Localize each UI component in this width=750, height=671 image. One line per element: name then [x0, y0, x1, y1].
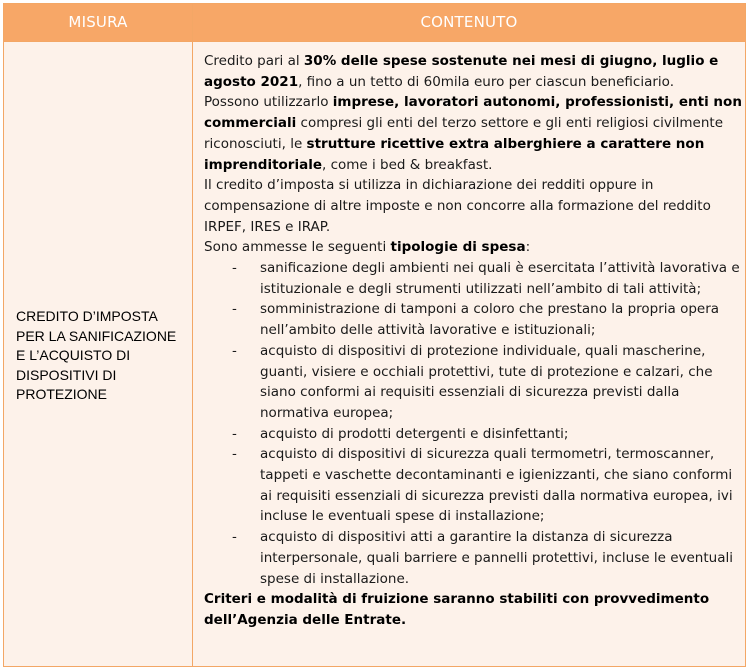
text-span: , fino a un tetto di 60mila euro per ciascun beneficiario.: [298, 73, 674, 90]
list-item: - acquisto di prodotti detergenti e disinfettanti;: [204, 424, 744, 445]
list-item: - acquisto di dispositivi di sicurezza quali termometri, termoscanner, tappeti e vaschette decontaminanti e igienizzanti, che siano conformi ai requisiti essenziali di sicurezza previsti dalla normativa europea, ivi incluse le eventuali spese di installazione;: [204, 444, 744, 527]
expense-list: [204, 258, 744, 589]
list-item: - acquisto di dispositivi di protezione individuale, quali mascherine, guanti, visiere e occhiali protettivi, tute di protezione e calzari, che siano conformi ai requisiti essenziali di sicurezza previsti dalla normativa europea;: [204, 341, 744, 424]
bold-span: imprese, lavoratori autonomi, professionisti, enti non commerciali: [204, 94, 742, 132]
bold-span: tipologie di spesa: [390, 239, 526, 256]
text-span: Credito pari al: [204, 53, 304, 69]
measures-table: [3, 3, 746, 667]
list-item: - sanificazione degli ambienti nei quali è esercitata l’attività lavorativa e istituzionale e degli strumenti utilizzati nell’ambito di tali attività;: [204, 258, 744, 299]
content-paragraph-expenses: [204, 237, 744, 258]
measure-name: [16, 307, 188, 405]
measure-line: PER LA SANIFICAZIONE: [16, 327, 177, 344]
text-span: Possono utilizzarlo: [204, 94, 333, 111]
content-paragraph-beneficiaries: [204, 92, 744, 175]
column-divider: [192, 4, 193, 666]
measure-line: CREDITO D’IMPOSTA: [16, 308, 158, 324]
content-paragraph-credit: [204, 51, 744, 92]
measure-line: DISPOSITIVI DI: [16, 366, 117, 383]
bold-span: strutture ricettive extra alberghiere a carattere non imprenditoriale: [204, 135, 705, 173]
table-header: [4, 4, 745, 42]
list-item: - somministrazione di tamponi a coloro che prestano la propria opera nell’ambito delle attività lavorative e istituzionali;: [204, 299, 744, 340]
text-span: Sono ammesse le seguenti: [204, 239, 391, 256]
text-span: :: [525, 239, 531, 256]
header-contenuto: CONTENUTO: [420, 13, 518, 31]
bold-span: Criteri e modalità di fruizione saranno stabiliti con provvedimento dell’Agenzia delle Entrate.: [204, 591, 710, 628]
header-misura: MISURA: [68, 13, 128, 31]
text-span: , come i bed & breakfast.: [321, 156, 493, 173]
list-item: - acquisto di dispositivi atti a garantire la distanza di sicurezza interpersonale, quali barriere e pannelli protettivi, incluse le eventuali spese di installazione.: [204, 527, 744, 589]
bold-span: 30% delle spese sostenute nei mesi di giugno, luglio e agosto 2021: [204, 53, 719, 90]
content-paragraph-usage: Il credito d’imposta si utilizza in dichiarazione dei redditi oppure in compensazione di altre imposte e non concorre alla formazione del reddito IRPEF, IRES e IRAP.: [204, 177, 711, 235]
measure-line: E L’ACQUISTO DI: [16, 347, 131, 363]
text-span: compresi gli enti del terzo settore e gli enti religiosi civilmente riconosciuti, le: [204, 115, 724, 152]
measure-line: PROTEZIONE: [16, 386, 108, 402]
measure-content: [204, 51, 744, 631]
content-paragraph-criteria: [204, 589, 744, 630]
